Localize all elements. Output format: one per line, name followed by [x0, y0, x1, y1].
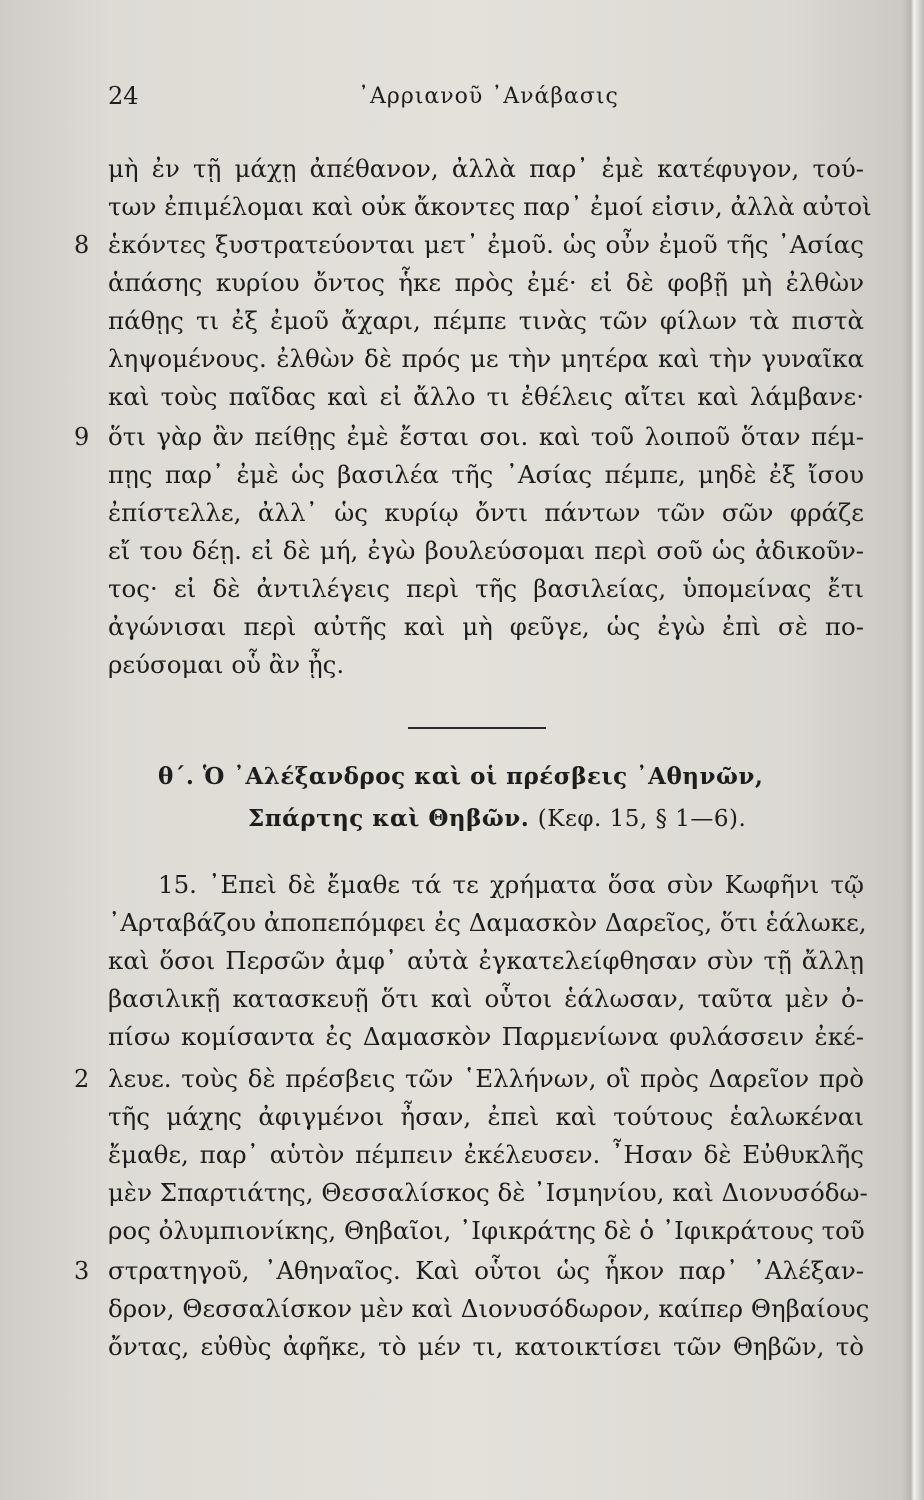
- text-line: λευε. τοὺς δὲ πρέσβεις τῶν ῾Ελλήνων, οἳ πρὸς Δαρεῖον πρὸ: [108, 1064, 864, 1093]
- text-line: ἀγώνισαι περὶ αὐτῆς καὶ μὴ φεῦγε, ὡς ἐγὼ ἐπὶ σὲ πο-: [108, 612, 864, 641]
- separator-rule: [408, 727, 546, 729]
- text-line: ρος ὀλυμπιονίκης, Θηβαῖοι, ᾿Ιφικράτης δὲ ὁ ᾿Ιφικράτους τοῦ: [108, 1216, 865, 1245]
- chapter-reference: (Κεφ. 15, § 1—6).: [537, 806, 747, 832]
- text-line: μὴ ἐν τῇ μάχῃ ἀπέθανον, ἀλλὰ παρ᾿ ἐμὲ κατέφυγον, τού-: [108, 154, 864, 183]
- text-line: ᾿Αρταβάζου ἀποπεπόμφει ἐς Δαμασκὸν Δαρεῖος, ὅτι ἑάλωκε,: [108, 908, 867, 937]
- text-line: πῃς παρ᾿ ἐμὲ ὡς βασιλέα τῆς ᾿Ασίας πέμπε, μηδὲ ἐξ ἴσου: [108, 460, 864, 489]
- text-line: ἐπίστελλε, ἀλλ᾿ ὡς κυρίῳ ὄντι πάντων τῶν σῶν φράζε: [108, 498, 864, 527]
- text-line: 15. ᾿Επεὶ δὲ ἔμαθε τά τε χρήματα ὅσα σὺν Κωφῆνι τῷ: [158, 870, 864, 899]
- page-number: 24: [108, 82, 139, 110]
- chapter-heading-line2: [248, 800, 746, 838]
- text-line: καὶ τοὺς παῖδας καὶ εἰ ἄλλο τι ἐθέλεις αἴτει καὶ λάμβανε·: [108, 382, 864, 411]
- text-line: βασιλικῇ κατασκευῇ ὅτι καὶ οὗτοι ἑάλωσαν, ταῦτα μὲν ὀ-: [108, 984, 864, 1013]
- text-line: των ἐπιμέλομαι καὶ οὐκ ἄκοντες παρ᾿ ἐμοί εἰσιν, ἀλλὰ αὐτοὶ: [108, 192, 872, 221]
- margin-section-number: 9: [74, 423, 90, 451]
- text-line: πάθῃς τι ἐξ ἐμοῦ ἄχαρι, πέμπε τινὰς τῶν φίλων τὰ πιστὰ: [108, 306, 864, 335]
- text-line: καὶ ὅσοι Περσῶν ἀμφ᾿ αὐτὰ ἐγκατελείφθησαν σὺν τῇ ἄλλῃ: [108, 946, 864, 975]
- margin-section-number: 8: [74, 231, 90, 259]
- text-line: τῆς μάχης ἀφιγμένοι ἦσαν, ἐπεὶ καὶ τούτους ἑαλωκέναι: [108, 1102, 864, 1131]
- text-line: ὄντας, εὐθὺς ἀφῆκε, τὸ μέν τι, κατοικτίσει τῶν Θηβῶν, τὸ: [108, 1332, 864, 1361]
- text-line: δρον, Θεσσαλίσκον μὲν καὶ Διονυσόδωρον, καίπερ Θηβαίους: [108, 1294, 870, 1323]
- text-line: εἴ του δέῃ. εἰ δὲ μή, ἐγὼ βουλεύσομαι περὶ σοῦ ὡς ἀδικοῦν-: [108, 536, 864, 565]
- text-line: ἁπάσης κυρίου ὄντος ἧκε πρὸς ἐμέ· εἰ δὲ φοβῇ μὴ ἐλθὼν: [108, 268, 864, 297]
- text-line: τος· εἰ δὲ ἀντιλέγεις περὶ τῆς βασιλείας, ὑπομείνας ἔτι: [108, 574, 864, 603]
- text-line: ρεύσομαι οὗ ἂν ᾖς.: [108, 650, 345, 679]
- text-line: ἔμαθε, παρ᾿ αὑτὸν πέμπειν ἐκέλευσεν. ῏Ησαν δὲ Εὐθυκλῆς: [108, 1140, 864, 1169]
- text-line: ληψομένους. ἐλθὼν δὲ πρός με τὴν μητέρα καὶ τὴν γυναῖκα: [108, 344, 864, 373]
- margin-section-number: 2: [74, 1065, 90, 1093]
- text-line: μὲν Σπαρτιάτης, Θεσσαλίσκος δὲ ᾿Ισμηνίου, καὶ Διονυσόδω-: [108, 1178, 868, 1207]
- page-header: [108, 82, 868, 122]
- text-line: ἑκόντες ξυστρατεύονται μετ᾿ ἐμοῦ. ὡς οὖν ἐμοῦ τῆς ᾿Ασίας: [108, 230, 864, 259]
- margin-section-number: 3: [74, 1257, 90, 1285]
- chapter-heading-title: Σπάρτης καὶ Θηβῶν.: [248, 805, 530, 832]
- text-line: ὅτι γὰρ ἂν πείθῃς ἐμὲ ἔσται σοι. καὶ τοῦ λοιποῦ ὅταν πέμ-: [108, 422, 864, 451]
- text-line: πίσω κομίσαντα ἐς Δαμασκὸν Παρμενίωνα φυλάσσειν ἐκέ-: [108, 1022, 864, 1051]
- chapter-heading-line1: θ΄. Ὁ ᾿Αλέξανδρος καὶ οἱ πρέσβεις ᾿Αθηνῶν,: [158, 763, 764, 790]
- page-edge: [902, 0, 924, 1500]
- running-title: ᾿Αρριανοῦ ᾿Ανάβασις: [358, 84, 619, 109]
- text-line: στρατηγοῦ, ᾿Αθηναῖος. Καὶ οὗτοι ὡς ἧκον παρ᾿ ᾿Αλέξαν-: [108, 1256, 864, 1285]
